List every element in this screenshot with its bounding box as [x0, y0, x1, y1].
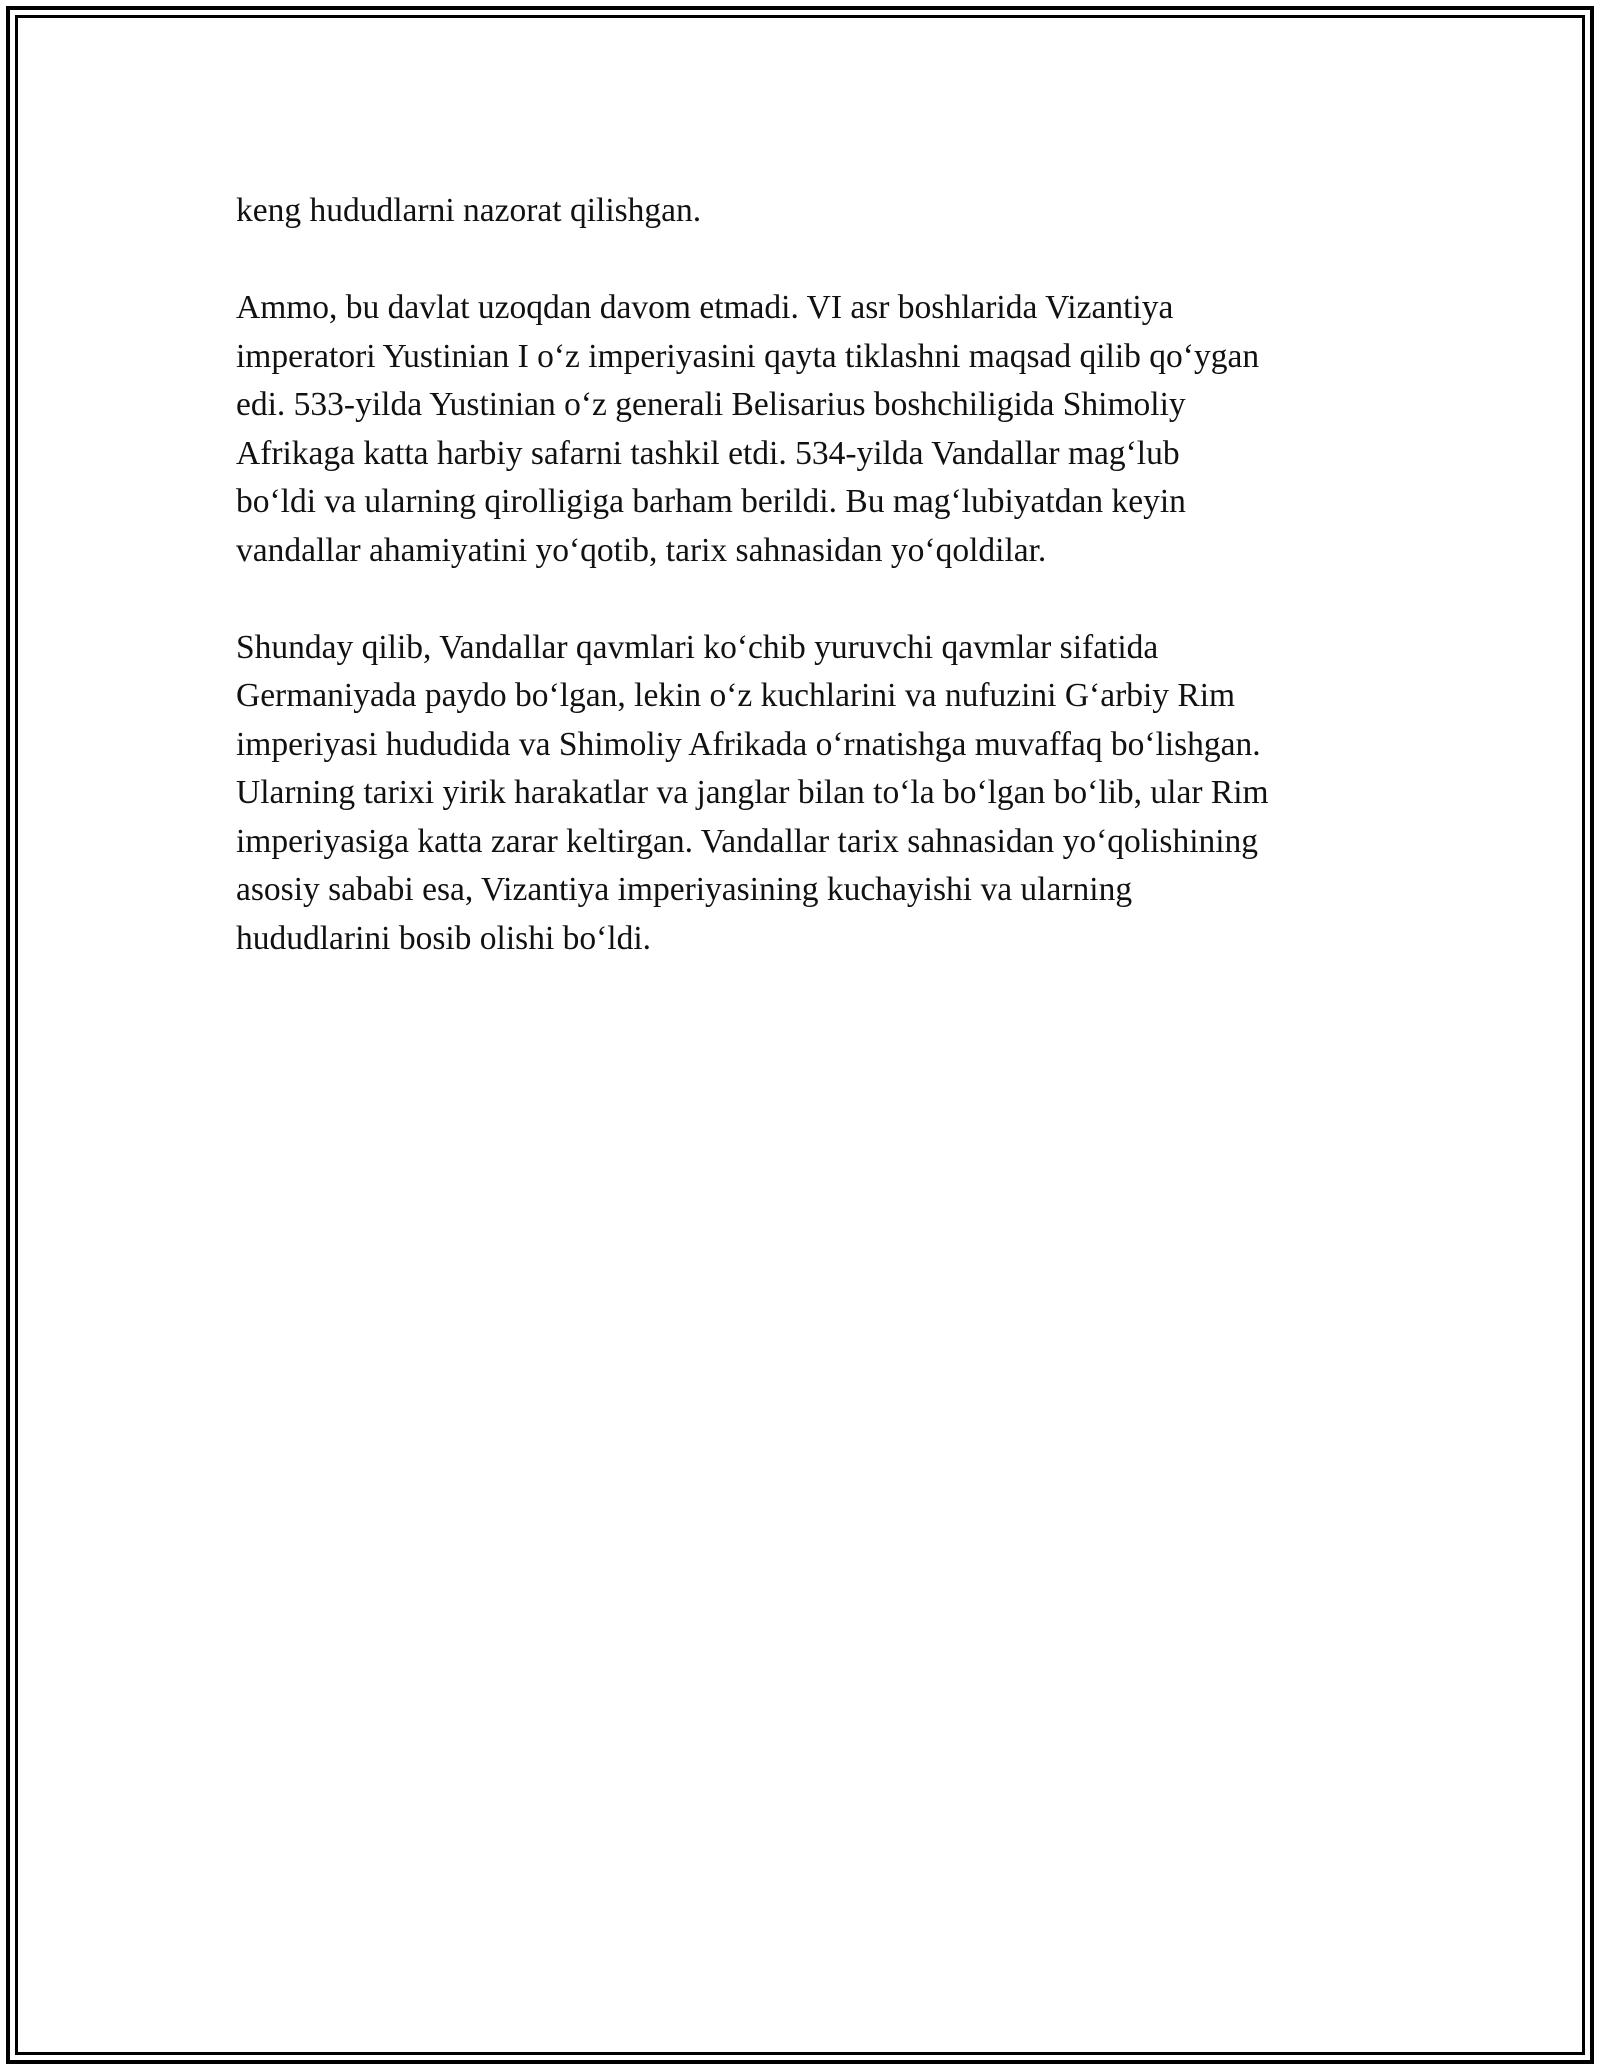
paragraph-2: Ammo, bu davlat uzoqdan davom etmadi. VI asr boshlarida Vizantiya imperatori Yustinian I o‘z imperiyasini qayta tiklashni maqsad qilib qo‘ygan edi. 533-yilda Yustinian o‘z generali Belisarius boshchiligida Shimoliy Afrikaga katta harbiy safarni tashkil etdi. 534-yilda Vandallar mag‘lub bo‘ldi va ularning qirolligiga barham berildi. Bu mag‘lubiyatdan keyin vandallar ahamiyatini yo‘qotib, tarix sahnasidan yo‘qoldilar.	[236, 289, 1260, 569]
document-body	[236, 187, 1376, 963]
paragraph-3: Shunday qilib, Vandallar qavmlari ko‘chib yuruvchi qavmlar sifatida Germaniyada paydo bo‘lgan, lekin o‘z kuchlarini va nufuzini G‘arbiy Rim imperiyasi hududida va Shimoliy Afrikada o‘rnatishga muvaffaq bo‘lishgan. Ularning tarixi yirik harakatlar va janglar bilan to‘la bo‘lgan bo‘lib, ular Rim imperiyasiga katta zarar keltirgan. Vandallar tarix sahnasidan yo‘qolishining asosiy sababi esa, Vizantiya imperiyasining kuchayishi va ularning hududlarini bosib olishi bo‘ldi.	[236, 628, 1269, 957]
paragraph-1: keng hududlarni nazorat qilishgan.	[236, 192, 702, 229]
